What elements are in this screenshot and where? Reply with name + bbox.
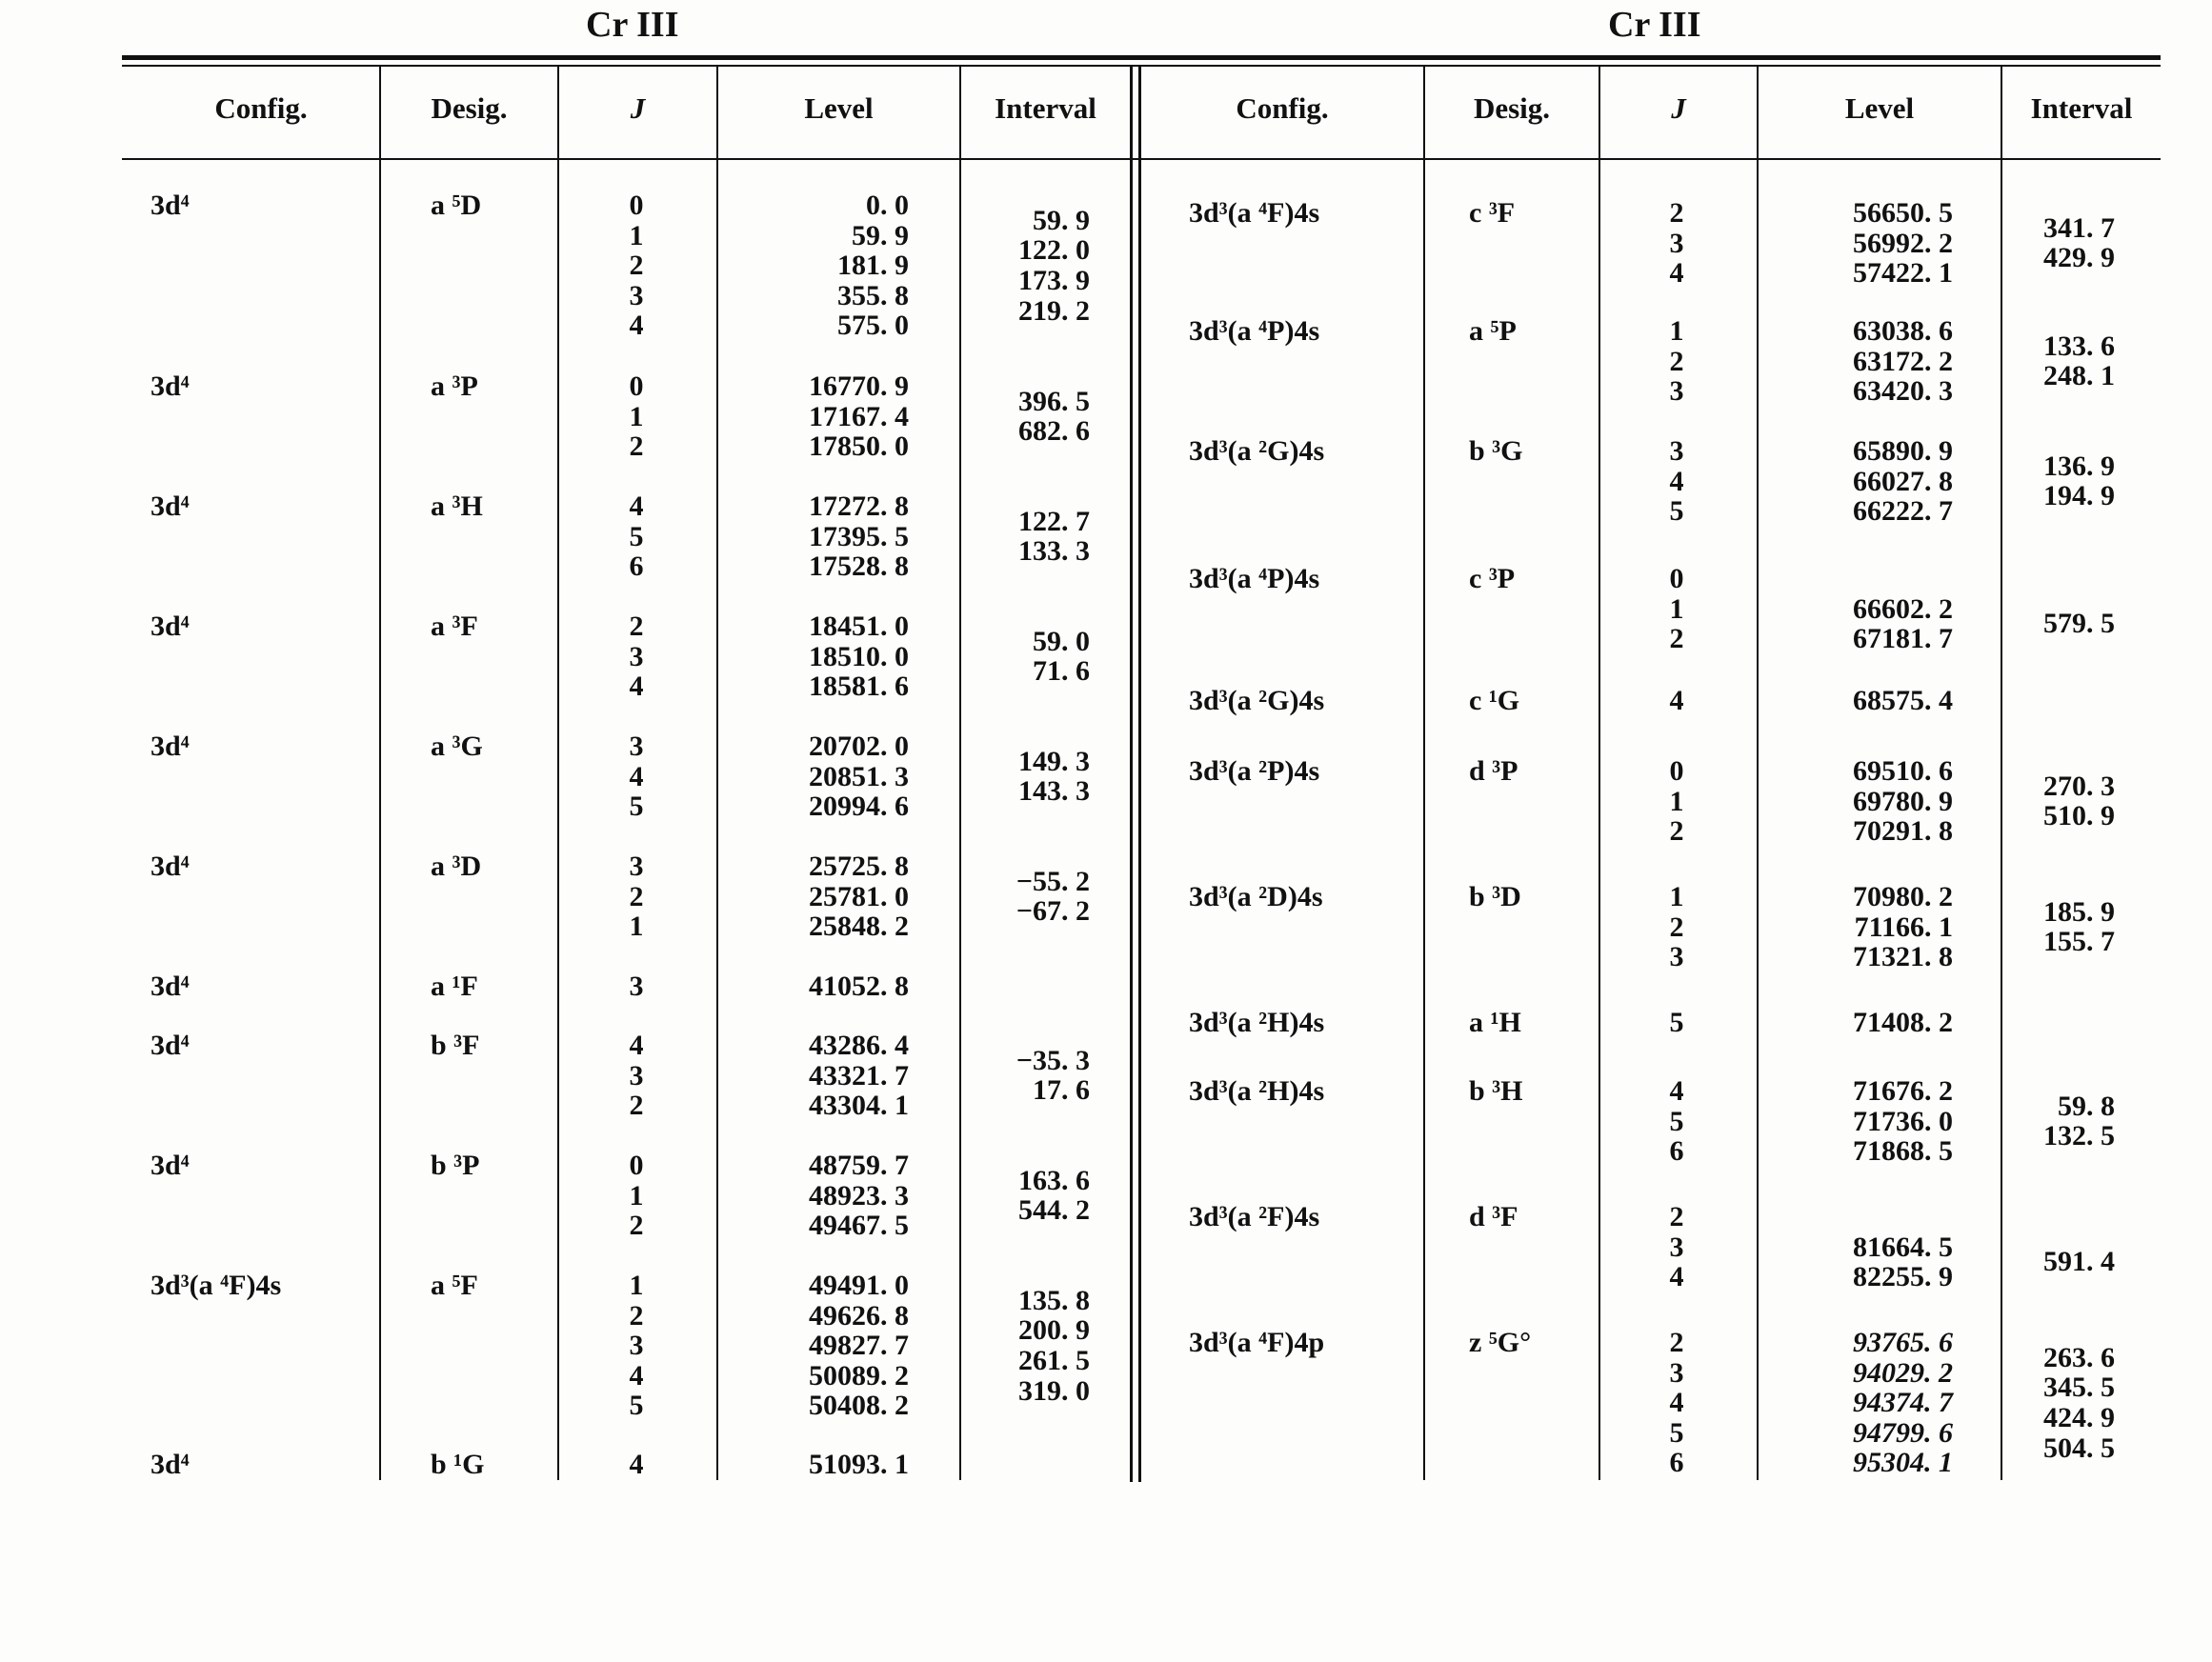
j-cell: 3 <box>1669 435 1684 467</box>
header-config-left: Config. <box>214 91 308 125</box>
desig-cell: z ⁵G° <box>1469 1327 1532 1358</box>
j-cell: 4 <box>1669 1075 1684 1107</box>
level-cell: 70291. 8 <box>1853 815 1953 848</box>
level-cell: 82255. 9 <box>1853 1261 1953 1293</box>
j-cell: 3 <box>629 731 644 762</box>
desig-cell: d ³P <box>1469 755 1518 787</box>
config-cell: 3d³(a ⁴P)4s <box>1189 315 1320 347</box>
j-cell: 5 <box>629 1390 644 1422</box>
j-cell: 4 <box>629 760 644 792</box>
level-cell: 17395. 5 <box>809 520 909 552</box>
j-cell: 3 <box>629 1059 644 1091</box>
config-cell: 3d³(a ²D)4s <box>1189 881 1323 912</box>
interval-cell: 132. 5 <box>2043 1120 2115 1152</box>
interval-cell: 544. 2 <box>1018 1194 1090 1227</box>
level-cell: 70980. 2 <box>1853 881 1953 912</box>
interval-cell: 17. 6 <box>1033 1074 1090 1107</box>
interval-cell: 396. 5 <box>1018 385 1090 417</box>
interval-cell: 122. 7 <box>1018 505 1090 537</box>
desig-cell: c ³P <box>1469 563 1516 594</box>
j-cell: 2 <box>629 1090 644 1122</box>
level-cell: 17850. 0 <box>809 431 909 463</box>
level-cell: 25781. 0 <box>809 880 909 912</box>
desig-cell: a ³G <box>431 731 483 762</box>
j-cell: 2 <box>1669 197 1684 229</box>
j-cell: 3 <box>1669 1231 1684 1263</box>
level-cell: 59. 9 <box>852 219 909 251</box>
config-cell: 3d⁴ <box>151 370 190 402</box>
j-cell: 2 <box>1669 911 1684 943</box>
j-cell: 4 <box>1669 257 1684 290</box>
j-cell: 3 <box>629 279 644 311</box>
header-level-right: Level <box>1844 91 1915 125</box>
config-cell: 3d⁴ <box>151 1150 190 1181</box>
header-interval-left: Interval <box>995 91 1096 125</box>
level-cell: 41052. 8 <box>809 971 909 1002</box>
interval-cell: −55. 2 <box>1016 865 1090 897</box>
level-cell: 56992. 2 <box>1853 227 1953 259</box>
top-rule-thick <box>122 55 2161 60</box>
col-sep <box>379 67 381 1480</box>
level-cell: 43304. 1 <box>809 1090 909 1122</box>
config-cell: 3d⁴ <box>151 851 190 882</box>
level-cell: 66027. 8 <box>1853 465 1953 497</box>
level-cell: 51093. 1 <box>809 1449 909 1480</box>
j-cell: 5 <box>629 520 644 552</box>
level-cell: 56650. 5 <box>1853 197 1953 229</box>
level-cell: 71408. 2 <box>1853 1007 1953 1038</box>
interval-cell: 163. 6 <box>1018 1164 1090 1196</box>
table-title-right: Cr III <box>1608 5 1701 45</box>
interval-cell: 122. 0 <box>1018 234 1090 267</box>
j-cell: 2 <box>629 250 644 282</box>
level-cell: 20851. 3 <box>809 760 909 792</box>
j-cell: 4 <box>629 1030 644 1061</box>
interval-cell: 270. 3 <box>2043 770 2115 802</box>
interval-cell: 591. 4 <box>2043 1246 2115 1278</box>
j-cell: 1 <box>629 219 644 251</box>
header-interval-right: Interval <box>2030 91 2133 125</box>
interval-cell: 71. 6 <box>1033 655 1090 688</box>
level-cell: 93765. 6 <box>1853 1327 1953 1358</box>
desig-cell: b ³H <box>1469 1075 1523 1107</box>
j-cell: 3 <box>1669 227 1684 259</box>
j-cell: 6 <box>1669 1447 1684 1479</box>
interval-cell: 429. 9 <box>2043 242 2115 274</box>
j-cell: 2 <box>629 1299 644 1332</box>
level-cell: 16770. 9 <box>809 370 909 402</box>
level-cell: 95304. 1 <box>1853 1447 1953 1479</box>
interval-cell: 219. 2 <box>1018 294 1090 327</box>
level-cell: 71868. 5 <box>1853 1135 1953 1168</box>
interval-cell: 59. 9 <box>1033 204 1090 236</box>
config-cell: 3d³(a ²H)4s <box>1189 1007 1325 1038</box>
level-cell: 66602. 2 <box>1853 592 1953 625</box>
j-cell: 2 <box>629 431 644 463</box>
j-cell: 0 <box>1669 755 1684 787</box>
desig-cell: b ³P <box>431 1150 480 1181</box>
level-cell: 48923. 3 <box>809 1179 909 1211</box>
j-cell: 2 <box>1669 1327 1684 1358</box>
level-cell: 81664. 5 <box>1853 1231 1953 1263</box>
j-cell: 2 <box>1669 1201 1684 1232</box>
interval-cell: 133. 3 <box>1018 535 1090 568</box>
j-cell: 3 <box>629 1330 644 1362</box>
level-cell: 63420. 3 <box>1853 375 1953 408</box>
interval-cell: 510. 9 <box>2043 800 2115 832</box>
config-cell: 3d³(a ²P)4s <box>1189 755 1320 787</box>
col-sep <box>557 67 559 1480</box>
j-cell: 0 <box>1669 563 1684 594</box>
j-cell: 1 <box>629 911 644 943</box>
j-cell: 2 <box>1669 815 1684 848</box>
center-sep <box>1130 67 1133 1482</box>
level-cell: 68575. 4 <box>1853 685 1953 716</box>
j-cell: 0 <box>629 370 644 402</box>
level-cell: 181. 9 <box>837 250 909 282</box>
desig-cell: a ³P <box>431 370 478 402</box>
desig-cell: a ³D <box>431 851 482 882</box>
level-cell: 25848. 2 <box>809 911 909 943</box>
j-cell: 4 <box>629 1359 644 1392</box>
interval-cell: 194. 9 <box>2043 480 2115 512</box>
level-cell: 49626. 8 <box>809 1299 909 1332</box>
header-j-left: J <box>630 91 646 125</box>
table-title-left: Cr III <box>586 5 679 45</box>
level-cell: 69780. 9 <box>1853 785 1953 817</box>
j-cell: 3 <box>629 971 644 1002</box>
config-cell: 3d⁴ <box>151 491 190 522</box>
level-cell: 71166. 1 <box>1854 911 1953 943</box>
level-cell: 50089. 2 <box>809 1359 909 1392</box>
j-cell: 1 <box>629 400 644 432</box>
config-cell: 3d³(a ²H)4s <box>1189 1075 1325 1107</box>
level-cell: 17272. 8 <box>809 491 909 522</box>
level-cell: 94374. 7 <box>1853 1387 1953 1419</box>
config-cell: 3d⁴ <box>151 190 190 221</box>
desig-cell: b ³G <box>1469 435 1523 467</box>
header-desig-right: Desig. <box>1473 91 1551 125</box>
level-cell: 18581. 6 <box>809 671 909 703</box>
level-cell: 17528. 8 <box>809 551 909 583</box>
j-cell: 6 <box>1669 1135 1684 1168</box>
j-cell: 4 <box>1669 1387 1684 1419</box>
interval-cell: 59. 8 <box>2058 1090 2115 1122</box>
interval-cell: 133. 6 <box>2043 330 2115 362</box>
level-cell: 63172. 2 <box>1853 345 1953 377</box>
header-config-right: Config. <box>1236 91 1329 125</box>
j-cell: 3 <box>629 851 644 882</box>
interval-cell: 248. 1 <box>2043 360 2115 392</box>
config-cell: 3d³(a ⁴F)4s <box>1189 197 1320 229</box>
j-cell: 5 <box>1669 1416 1684 1449</box>
interval-cell: 149. 3 <box>1018 745 1090 777</box>
level-cell: 575. 0 <box>837 310 909 342</box>
level-cell: 17167. 4 <box>809 400 909 432</box>
config-cell: 3d⁴ <box>151 611 190 642</box>
config-cell: 3d³(a ²G)4s <box>1189 685 1325 716</box>
header-rule <box>122 158 2161 160</box>
desig-cell: b ³F <box>431 1030 480 1061</box>
interval-cell: 341. 7 <box>2043 211 2115 244</box>
interval-cell: 136. 9 <box>2043 450 2115 482</box>
desig-cell: a ¹F <box>431 971 478 1002</box>
interval-cell: 200. 9 <box>1018 1314 1090 1347</box>
interval-cell: 345. 5 <box>2043 1372 2115 1404</box>
j-cell: 2 <box>629 611 644 642</box>
interval-cell: 155. 7 <box>2043 926 2115 958</box>
j-cell: 1 <box>1669 592 1684 625</box>
interval-cell: −67. 2 <box>1016 895 1090 928</box>
col-sep <box>1423 67 1425 1480</box>
desig-cell: b ³D <box>1469 881 1521 912</box>
level-cell: 20702. 0 <box>809 731 909 762</box>
level-cell: 43286. 4 <box>809 1030 909 1061</box>
j-cell: 4 <box>1669 1261 1684 1293</box>
header-level-left: Level <box>804 91 874 125</box>
desig-cell: a ⁵D <box>431 190 482 221</box>
level-cell: 63038. 6 <box>1853 315 1953 347</box>
j-cell: 5 <box>1669 1105 1684 1137</box>
j-cell: 4 <box>1669 465 1684 497</box>
level-cell: 94029. 2 <box>1853 1356 1953 1389</box>
col-sep <box>1599 67 1600 1480</box>
level-cell: 50408. 2 <box>809 1390 909 1422</box>
level-cell: 20994. 6 <box>809 791 909 823</box>
interval-cell: 579. 5 <box>2043 608 2115 640</box>
j-cell: 5 <box>629 791 644 823</box>
config-cell: 3d⁴ <box>151 1449 190 1480</box>
level-cell: 65890. 9 <box>1853 435 1953 467</box>
config-cell: 3d³(a ²F)4s <box>1189 1201 1320 1232</box>
desig-cell: a ⁵P <box>1469 315 1517 347</box>
interval-cell: 319. 0 <box>1018 1374 1090 1407</box>
level-cell: 71321. 8 <box>1853 941 1953 973</box>
j-cell: 4 <box>629 671 644 703</box>
header-desig-left: Desig. <box>431 91 508 125</box>
interval-cell: 135. 8 <box>1018 1284 1090 1316</box>
config-cell: 3d⁴ <box>151 971 190 1002</box>
level-cell: 49491. 0 <box>809 1270 909 1301</box>
j-cell: 4 <box>629 310 644 342</box>
j-cell: 2 <box>629 1210 644 1242</box>
top-rule-thin <box>122 65 2161 67</box>
interval-cell: 173. 9 <box>1018 265 1090 296</box>
config-cell: 3d⁴ <box>151 731 190 762</box>
j-cell: 3 <box>629 640 644 672</box>
desig-cell: c ³F <box>1469 197 1516 229</box>
interval-cell: 504. 5 <box>2043 1432 2115 1464</box>
j-cell: 2 <box>1669 345 1684 377</box>
level-cell: 355. 8 <box>837 279 909 311</box>
j-cell: 1 <box>629 1179 644 1211</box>
header-j-right: J <box>1671 91 1686 125</box>
j-cell: 1 <box>629 1270 644 1301</box>
j-cell: 4 <box>629 491 644 522</box>
config-cell: 3d³(a ⁴P)4s <box>1189 563 1320 594</box>
interval-cell: 59. 0 <box>1033 625 1090 657</box>
interval-cell: 682. 6 <box>1018 415 1090 448</box>
interval-cell: 263. 6 <box>2043 1341 2115 1373</box>
j-cell: 5 <box>1669 495 1684 528</box>
config-cell: 3d³(a ²G)4s <box>1189 435 1325 467</box>
j-cell: 3 <box>1669 375 1684 408</box>
config-cell: 3d³(a ⁴F)4s <box>151 1270 282 1301</box>
j-cell: 0 <box>629 1150 644 1181</box>
desig-cell: b ¹G <box>431 1449 485 1480</box>
level-cell: 18510. 0 <box>809 640 909 672</box>
level-cell: 43321. 7 <box>809 1059 909 1091</box>
desig-cell: c ¹G <box>1469 685 1520 716</box>
interval-cell: 143. 3 <box>1018 775 1090 808</box>
config-cell: 3d³(a ⁴F)4p <box>1189 1327 1325 1358</box>
desig-cell: a ¹H <box>1469 1007 1521 1038</box>
level-cell: 57422. 1 <box>1853 257 1953 290</box>
desig-cell: a ⁵F <box>431 1270 478 1301</box>
level-cell: 0. 0 <box>866 190 909 221</box>
interval-cell: 261. 5 <box>1018 1345 1090 1376</box>
j-cell: 2 <box>629 880 644 912</box>
level-cell: 67181. 7 <box>1853 623 1953 655</box>
j-cell: 6 <box>629 551 644 583</box>
level-cell: 48759. 7 <box>809 1150 909 1181</box>
desig-cell: a ³F <box>431 611 478 642</box>
j-cell: 0 <box>629 190 644 221</box>
level-cell: 71676. 2 <box>1853 1075 1953 1107</box>
j-cell: 1 <box>1669 315 1684 347</box>
level-cell: 71736. 0 <box>1853 1105 1953 1137</box>
level-cell: 66222. 7 <box>1853 495 1953 528</box>
j-cell: 2 <box>1669 623 1684 655</box>
level-cell: 49467. 5 <box>809 1210 909 1242</box>
level-cell: 25725. 8 <box>809 851 909 882</box>
level-cell: 18451. 0 <box>809 611 909 642</box>
j-cell: 1 <box>1669 881 1684 912</box>
desig-cell: a ³H <box>431 491 483 522</box>
center-sep <box>1138 67 1141 1482</box>
j-cell: 4 <box>1669 685 1684 716</box>
config-cell: 3d⁴ <box>151 1030 190 1061</box>
j-cell: 4 <box>629 1449 644 1480</box>
desig-cell: d ³F <box>1469 1201 1518 1232</box>
level-cell: 69510. 6 <box>1853 755 1953 787</box>
interval-cell: 185. 9 <box>2043 895 2115 928</box>
j-cell: 3 <box>1669 1356 1684 1389</box>
level-cell: 49827. 7 <box>809 1330 909 1362</box>
interval-cell: 424. 9 <box>2043 1402 2115 1433</box>
j-cell: 1 <box>1669 785 1684 817</box>
j-cell: 5 <box>1669 1007 1684 1038</box>
interval-cell: −35. 3 <box>1016 1044 1090 1076</box>
level-cell: 94799. 6 <box>1853 1416 1953 1449</box>
j-cell: 3 <box>1669 941 1684 973</box>
